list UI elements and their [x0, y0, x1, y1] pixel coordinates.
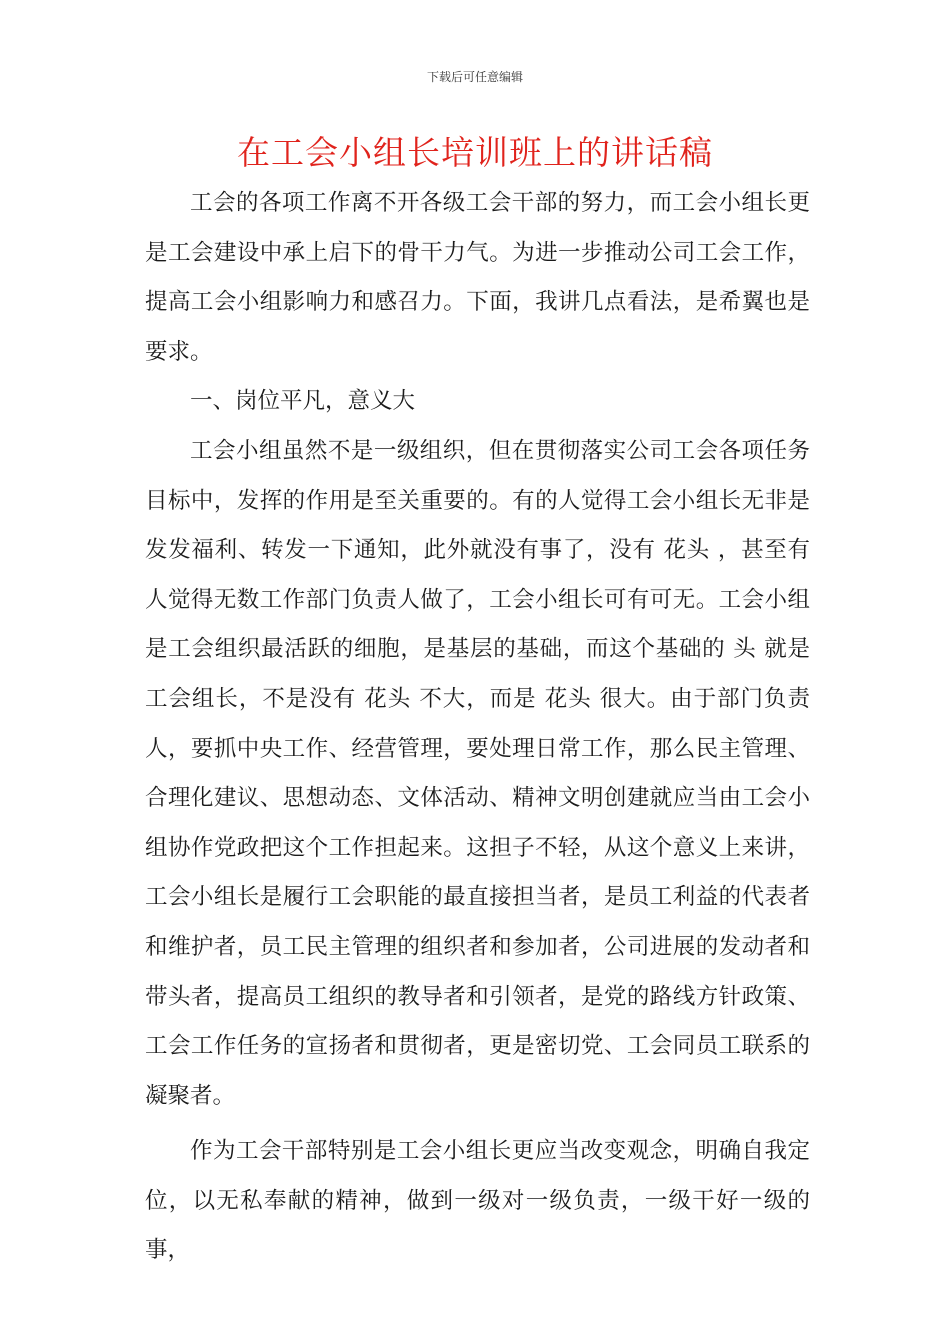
section-heading: 一、岗位平凡，意义大: [190, 388, 416, 415]
header-note: 下载后可任意编辑: [426, 70, 523, 84]
paragraph-section-one: 工会小组虽然不是一级组织，但在贯彻落实公司工会各项任务目标中，发挥的作用是至关重要的。有的人觉得工会小组长无非是发发福利、转发一下通知，此外就没有事了，没有 花头 ，甚至有人觉得无数工作部门负责人做了，工会小组长可有可无。工会小组是工会组织最活跃的细胞，是基层的基础，而这个基础的 头 就是工会组长，不是没有 花头 不大，而是 花头 很大。由于部门负责人，要抓中央工作、经营管理，要处理日常工作，那么民主管理、合理化建议、思想动态、文体活动、精神文明创建就应当由工会小组协作党政把这个工作担起来。这担子不轻，从这个意义上来讲，工会小组长是履行工会职能的最直接担当者，是员工利益的代表者和维护者，员工民主管理的组织者和参加者，公司进展的发动者和带头者，提高员工组织的教导者和引领者，是党的路线方针政策、工会工作任务的宣扬者和贯彻者，更是密切党、工会同员工联系的凝聚者。: [145, 437, 810, 1109]
document-body: [145, 179, 810, 1276]
paragraph-continued: 作为工会干部特别是工会小组长更应当改变观念，明确自我定位，以无私奉献的精神，做到一级对一级负责，一级干好一级的事，: [145, 1138, 810, 1264]
document-title: 在工会小组长培训班上的讲话稿: [237, 133, 713, 172]
paragraph-intro: 工会的各项工作离不开各级工会干部的努力，而工会小组长更是工会建设中承上启下的骨干力气。为进一步推动公司工会工作，提高工会小组影响力和感召力。下面，我讲几点看法，是希翼也是要求。: [145, 190, 810, 365]
